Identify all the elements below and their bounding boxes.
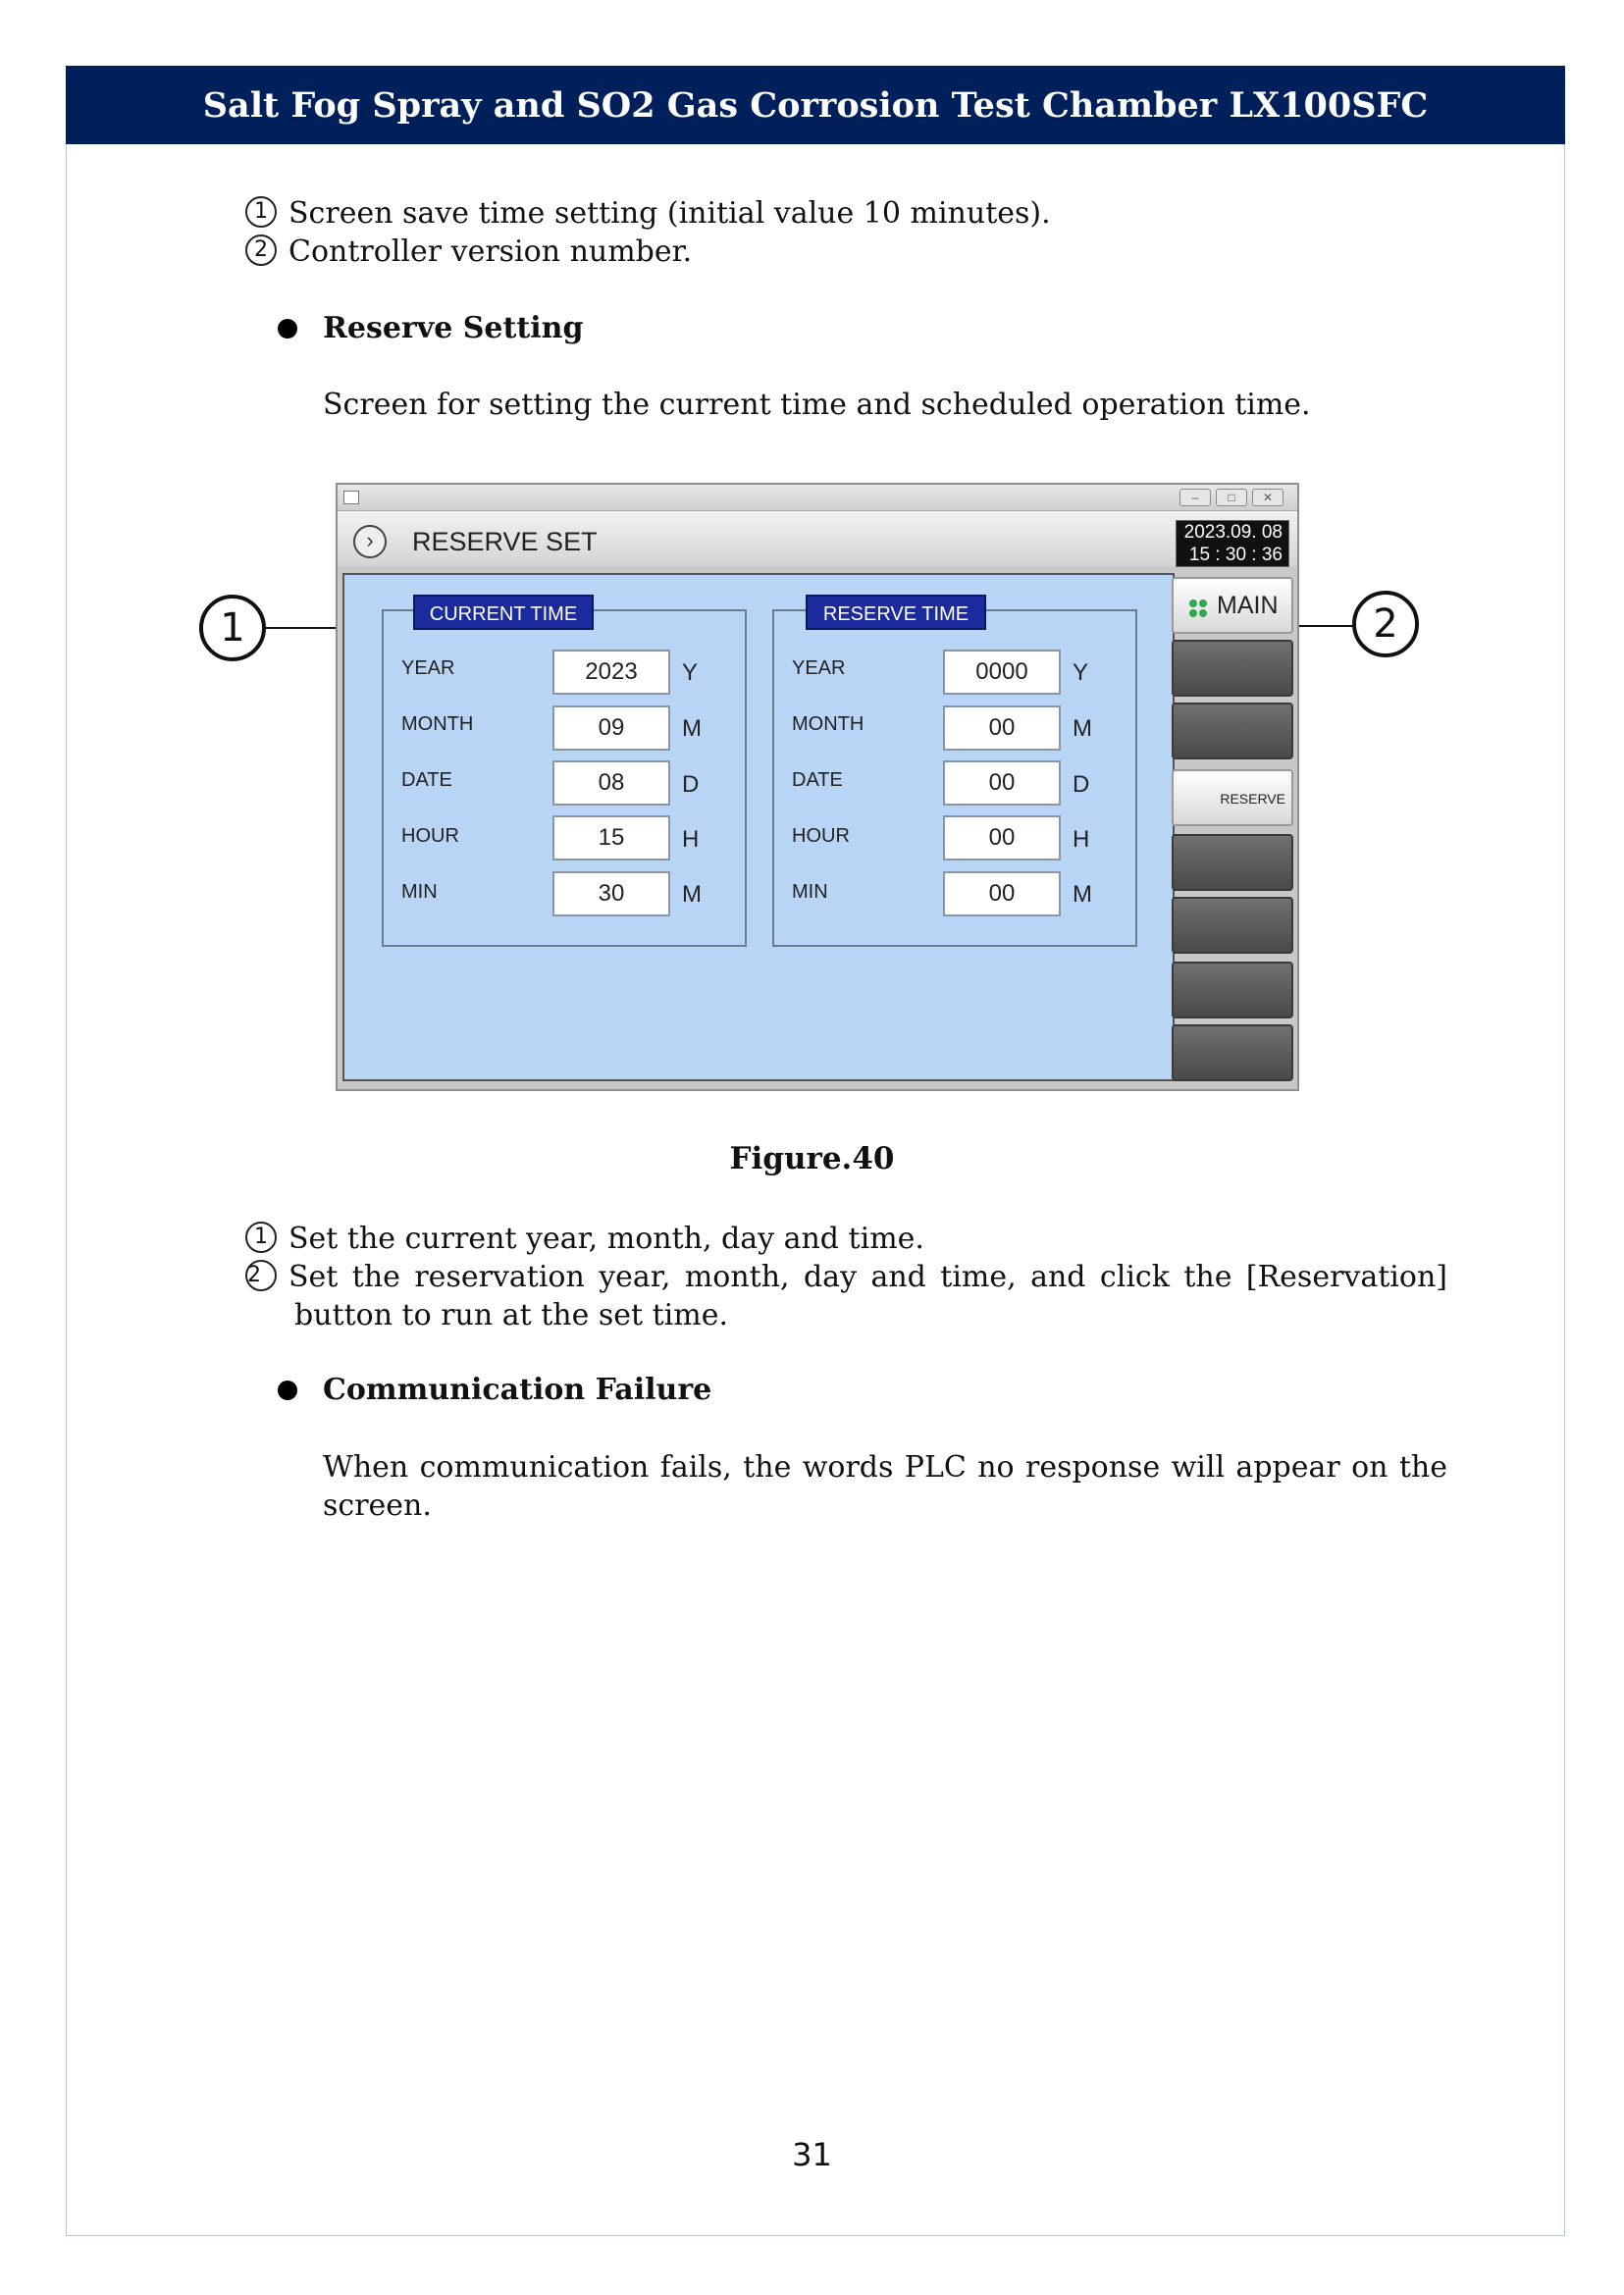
circled-number: 1 xyxy=(245,1222,277,1253)
figure-note-text: Set the current year, month, day and time. xyxy=(288,1222,924,1256)
field-unit: M xyxy=(682,881,702,908)
reserve-min-input[interactable]: 00 xyxy=(943,871,1061,916)
reserve-date-input[interactable]: 00 xyxy=(943,760,1061,806)
page-header xyxy=(66,66,1565,144)
section-description-reserve: Screen for setting the current time and scheduled operation time. xyxy=(323,388,1311,422)
section-text-comm-line1: When communication fails, the words PLC no response will appear on the xyxy=(323,1450,1447,1485)
back-button-icon[interactable]: › xyxy=(353,525,387,558)
field-unit: M xyxy=(1073,881,1092,908)
circled-number: 2 xyxy=(245,1260,277,1291)
current-hour-input[interactable]: 15 xyxy=(552,815,670,861)
reserve-hour-input[interactable]: 00 xyxy=(943,815,1061,861)
main-grid-icon xyxy=(1189,600,1209,619)
field-unit: D xyxy=(1073,771,1090,798)
clock-time: 15 : 30 : 36 xyxy=(1188,545,1283,565)
field-label: DATE xyxy=(401,769,452,791)
window-titlebar xyxy=(338,485,1297,511)
side-button-blank[interactable] xyxy=(1172,962,1293,1018)
figure-note-2 xyxy=(245,1258,1447,1296)
field-label: DATE xyxy=(792,769,843,791)
callout-2: 2 xyxy=(1352,591,1419,657)
main-button[interactable] xyxy=(1172,577,1293,634)
section-heading-reserve: Reserve Setting xyxy=(323,311,584,345)
figure-note-text: Set the reservation year, month, day and time, and click the [Reservation] xyxy=(288,1260,1447,1294)
figure-caption: Figure.40 xyxy=(729,1141,895,1176)
field-unit: H xyxy=(682,826,700,853)
field-unit: Y xyxy=(682,659,699,686)
field-label: YEAR xyxy=(792,657,846,679)
current-date-input[interactable]: 08 xyxy=(552,760,670,806)
bullet-icon xyxy=(278,1381,297,1400)
close-icon[interactable]: ✕ xyxy=(1252,489,1283,506)
field-label: MIN xyxy=(401,881,438,903)
current-time-title: CURRENT TIME xyxy=(413,595,594,630)
figure-note-2-continued: button to run at the set time. xyxy=(294,1298,729,1332)
field-unit: D xyxy=(682,771,700,798)
field-label: YEAR xyxy=(401,657,455,679)
side-button-blank[interactable] xyxy=(1172,1024,1293,1081)
clock-date: 2023.09. 08 xyxy=(1183,522,1283,543)
bullet-icon xyxy=(278,319,297,339)
reserve-set-screenshot xyxy=(336,483,1299,1091)
minimize-icon[interactable]: – xyxy=(1179,489,1211,506)
field-unit: Y xyxy=(1073,659,1089,686)
side-button-blank[interactable] xyxy=(1172,834,1293,891)
screen-title: RESERVE SET xyxy=(412,527,598,556)
side-button-blank[interactable] xyxy=(1172,640,1293,697)
section-text-comm-line2: screen. xyxy=(323,1488,432,1523)
field-unit: M xyxy=(1073,715,1092,742)
app-header-bar xyxy=(338,511,1297,566)
window-app-icon xyxy=(343,491,359,504)
circled-number: 1 xyxy=(245,196,277,228)
intro-item-1 xyxy=(245,194,1051,233)
side-button-blank[interactable] xyxy=(1172,703,1293,759)
callout-1: 1 xyxy=(199,595,266,661)
reserve-main-panel xyxy=(342,573,1175,1081)
side-button-blank[interactable] xyxy=(1172,897,1293,954)
reserve-button[interactable] xyxy=(1172,769,1293,826)
intro-item-text: Controller version number. xyxy=(288,235,693,269)
current-month-input[interactable]: 09 xyxy=(552,705,670,751)
circled-number: 2 xyxy=(245,235,277,266)
field-label: HOUR xyxy=(792,825,850,847)
section-heading-comm: Communication Failure xyxy=(323,1373,712,1407)
intro-item-2 xyxy=(245,233,692,271)
reserve-button-label: RESERVE xyxy=(1220,791,1285,807)
figure-note-1 xyxy=(245,1220,924,1258)
reserve-time-title: RESERVE TIME xyxy=(806,595,986,630)
field-label: MONTH xyxy=(792,713,864,735)
reserve-month-input[interactable]: 00 xyxy=(943,705,1061,751)
intro-item-text: Screen save time setting (initial value 10 minutes). xyxy=(288,196,1051,231)
header-title: Salt Fog Spray and SO2 Gas Corrosion Test Chamber LX100SFC xyxy=(202,84,1429,126)
current-min-input[interactable]: 30 xyxy=(552,871,670,916)
reserve-year-input[interactable]: 0000 xyxy=(943,650,1061,695)
maximize-icon[interactable]: □ xyxy=(1216,489,1247,506)
page-number: 31 xyxy=(792,2136,832,2173)
main-button-label: MAIN xyxy=(1217,592,1279,619)
field-label: MIN xyxy=(792,881,828,903)
field-label: MONTH xyxy=(401,713,474,735)
field-unit: H xyxy=(1073,826,1090,853)
field-unit: M xyxy=(682,715,702,742)
current-year-input[interactable]: 2023 xyxy=(552,650,670,695)
field-label: HOUR xyxy=(401,825,459,847)
clock-display xyxy=(1176,520,1289,567)
